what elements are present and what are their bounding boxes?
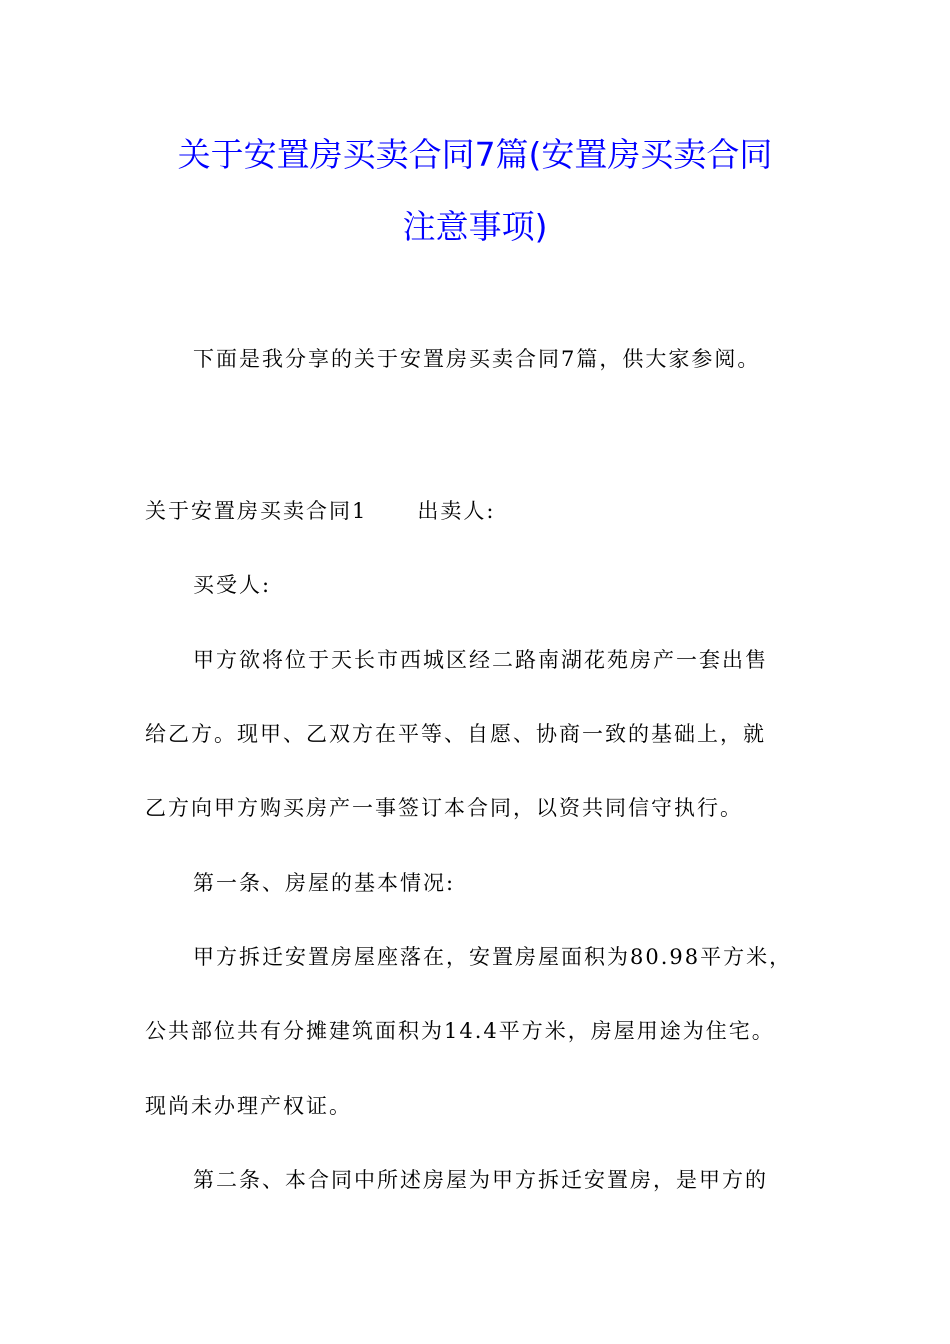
buyer-label: 买受人: (193, 573, 272, 597)
article-1-heading: 第一条、房屋的基本情况: (193, 871, 456, 895)
paragraph-1-line-2: 给乙方。现甲、乙双方在平等、自愿、协商一致的基础上，就 (145, 722, 766, 746)
article-1-line-2: 公共部位共有分摊建筑面积为14.4平方米，房屋用途为住宅。 (145, 1019, 775, 1043)
section-heading: 关于安置房买卖合同1 (145, 499, 368, 523)
section-heading-row (145, 497, 495, 525)
article-1-line-1: 甲方拆迁安置房屋座落在，安置房屋面积为80.98平方米， (193, 945, 793, 969)
paragraph-1-line-3: 乙方向甲方购买房产一事签订本合同，以资共同信守执行。 (145, 796, 743, 820)
article-2-line-1: 第二条、本合同中所述房屋为甲方拆迁安置房，是甲方的 (193, 1168, 768, 1192)
document-title-line-2: 注意事项) (402, 207, 548, 246)
document-title-line-1: 关于安置房买卖合同7篇(安置房买卖合同 (177, 135, 773, 174)
paragraph-1-line-1: 甲方欲将位于天长市西城区经二路南湖花苑房产一套出售 (193, 648, 768, 672)
seller-label: 出卖人: (417, 499, 496, 523)
article-1-line-3: 现尚未办理产权证。 (145, 1094, 352, 1118)
intro-paragraph: 下面是我分享的关于安置房买卖合同7篇，供大家参阅。 (193, 347, 761, 371)
